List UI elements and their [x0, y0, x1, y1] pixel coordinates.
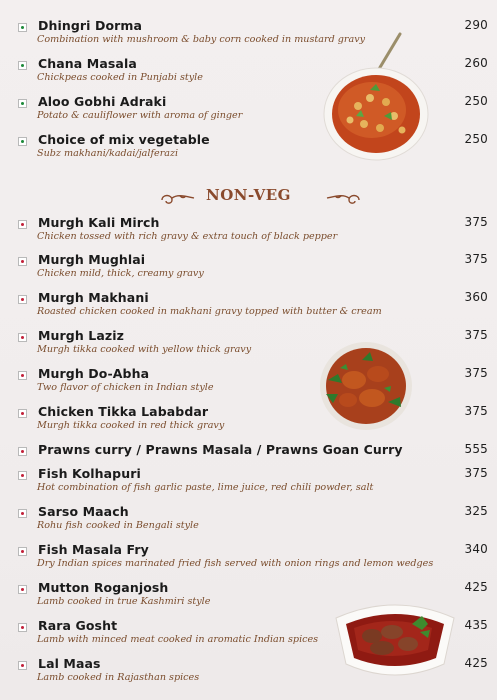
item-price: 435 [464, 618, 488, 632]
item-price: 555 [464, 442, 488, 456]
item-price: 375 [464, 328, 488, 342]
item-description: Lamb with minced meat cooked in aromatic Indian spices [37, 634, 319, 645]
item-price: 375 [464, 366, 488, 380]
nonveg-mark-icon [18, 295, 27, 304]
item-name: Rara Gosht [38, 618, 118, 633]
menu-item-murgh-mughlai [18, 252, 488, 279]
item-name: Mutton Roganjosh [38, 580, 169, 595]
item-name: Murgh Kali Mirch [38, 215, 160, 230]
chana-masala-bowl-image [320, 32, 432, 162]
nonveg-mark-icon [18, 585, 27, 594]
item-name: Aloo Gobhi Adraki [38, 94, 167, 109]
item-name: Murgh Mughlai [38, 252, 146, 267]
item-description: Rohu fish cooked in Bengali style [37, 520, 199, 531]
item-name: Chicken Tikka Lababdar [38, 404, 209, 419]
item-name: Prawns curry / Prawns Masala / Prawns Goan Curry [38, 442, 403, 457]
item-description: Murgh tikka cooked in red thick gravy [37, 420, 225, 431]
item-price: 375 [464, 252, 488, 266]
item-name: Fish Masala Fry [38, 542, 149, 557]
item-description: Roasted chicken cooked in makhani gravy topped with butter & cream [37, 306, 382, 317]
item-price: 360 [464, 290, 488, 304]
item-name: Chana Masala [38, 56, 137, 71]
item-description: Lamb cooked in Rajasthan spices [37, 672, 200, 683]
item-price: 250 [464, 132, 488, 146]
veg-mark-icon [18, 61, 27, 70]
nonveg-mark-icon [18, 509, 27, 518]
item-name: Murgh Makhani [38, 290, 149, 305]
item-name: Choice of mix vegetable [38, 132, 210, 147]
nonveg-mark-icon [18, 547, 27, 556]
lamb-curry-bowl-image [332, 598, 458, 680]
item-name: Fish Kolhapuri [38, 466, 141, 481]
menu-item-murgh-makhani [18, 290, 488, 317]
menu-item-chicken-tikka-lababdar [18, 404, 488, 431]
nonveg-mark-icon [18, 661, 27, 670]
item-price: 375 [464, 215, 488, 229]
item-description: Murgh tikka cooked with yellow thick gravy [37, 344, 252, 355]
nonveg-mark-icon [18, 471, 27, 480]
menu-item-fish-masala-fry [18, 542, 488, 569]
item-price: 425 [464, 656, 488, 670]
item-price: 290 [464, 18, 488, 32]
nonveg-mark-icon [18, 220, 27, 229]
item-name: Murgh Laziz [38, 328, 125, 343]
item-price: 375 [464, 404, 488, 418]
nonveg-mark-icon [18, 333, 27, 342]
menu-item-murgh-kali-mirch [18, 215, 488, 242]
veg-mark-icon [18, 137, 27, 146]
item-description: Chicken tossed with rich gravy & extra touch of black pepper [37, 231, 338, 242]
chicken-curry-image [318, 340, 414, 432]
nonveg-mark-icon [18, 257, 27, 266]
item-price: 325 [464, 504, 488, 518]
item-price: 260 [464, 56, 488, 70]
menu-item-murgh-laziz [18, 328, 488, 355]
item-description: Subz makhani/kadai/jalferazi [37, 148, 179, 159]
item-description: Hot combination of fish garlic paste, lime juice, red chili powder, salt [37, 482, 374, 493]
item-price: 340 [464, 542, 488, 556]
item-description: Dry Indian spices marinated fried fish served with onion rings and lemon wedges [37, 558, 434, 569]
item-description: Combination with mushroom & baby corn cooked in mustard gravy [37, 34, 366, 45]
item-price: 425 [464, 580, 488, 594]
item-name: Lal Maas [38, 656, 101, 671]
nonveg-mark-icon [18, 623, 27, 632]
item-name: Dhingri Dorma [38, 18, 143, 33]
right-flourish-icon [325, 190, 363, 206]
menu-item-fish-kolhapuri [18, 466, 488, 493]
item-price: 375 [464, 466, 488, 480]
menu-item-sarso-maach [18, 504, 488, 531]
veg-mark-icon [18, 99, 27, 108]
item-price: 250 [464, 94, 488, 108]
nonveg-mark-icon [18, 371, 27, 380]
item-description: Chicken mild, thick, creamy gravy [37, 268, 204, 279]
item-description: Lamb cooked in true Kashmiri style [37, 596, 211, 607]
item-description: Chickpeas cooked in Punjabi style [37, 72, 203, 83]
menu-item-murgh-do-abha [18, 366, 488, 393]
item-name: Sarso Maach [38, 504, 129, 519]
item-description: Two flavor of chicken in Indian style [37, 382, 214, 393]
nonveg-mark-icon [18, 409, 27, 418]
menu-item-prawns [18, 442, 488, 457]
veg-mark-icon [18, 23, 27, 32]
nonveg-mark-icon [18, 447, 27, 456]
item-name: Murgh Do-Abha [38, 366, 150, 381]
section-title-nonveg: NON-VEG [205, 186, 291, 204]
item-description: Potato & cauliflower with aroma of ginger [37, 110, 243, 121]
